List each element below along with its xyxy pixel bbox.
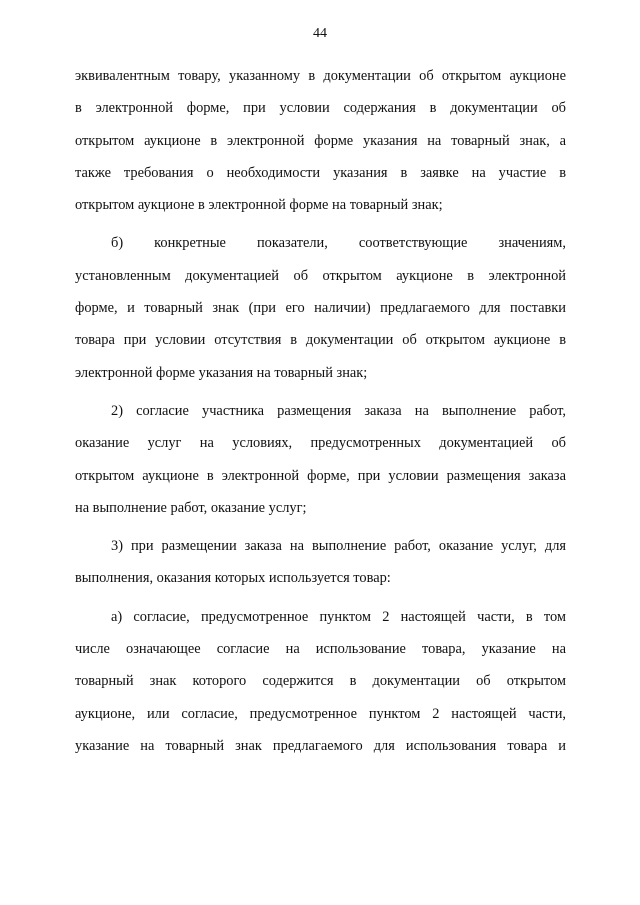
- text-line: товарный знак которого содержится в документации об открытом: [75, 673, 566, 690]
- text-line: товара при условии отсутствия в документации об открытом аукционе в: [75, 332, 566, 349]
- text-line: установленным документацией об открытом аукционе в электронной: [75, 267, 566, 284]
- text-line: открытом аукционе в электронной форме, при условии размещения заказа: [75, 467, 566, 484]
- text-line: в электронной форме, при условии содержания в документации об: [75, 100, 566, 117]
- text-line: электронной форме указания на товарный знак;: [75, 364, 368, 381]
- text-line: указание на товарный знак предлагаемого для использования товара и: [75, 737, 566, 754]
- text-line: открытом аукционе в электронной форме на товарный знак;: [75, 197, 443, 214]
- text-line: форме, и товарный знак (при его наличии) предлагаемого для поставки: [75, 300, 566, 317]
- text-line: а) согласие, предусмотренное пунктом 2 настоящей части, в том: [111, 608, 566, 625]
- text-line: аукционе, или согласие, предусмотренное пунктом 2 настоящей части,: [75, 705, 566, 722]
- page-number: 44: [313, 26, 327, 41]
- document-body: [75, 60, 566, 762]
- text-line: б) конкретные показатели, соответствующие значениям,: [111, 235, 566, 252]
- text-line: открытом аукционе в электронной форме указания на товарный знак, а: [75, 132, 566, 149]
- text-line: эквивалентным товару, указанному в документации об открытом аукционе: [75, 68, 566, 84]
- text-line: числе означающее согласие на использование товара, указание на: [75, 641, 566, 658]
- text-line: 3) при размещении заказа на выполнение работ, оказание услуг, для: [111, 538, 566, 555]
- text-line: оказание услуг на условиях, предусмотренных документацией об: [75, 435, 566, 452]
- text-line: 2) согласие участника размещения заказа на выполнение работ,: [111, 402, 566, 419]
- text-line: на выполнение работ, оказание услуг;: [75, 499, 307, 516]
- text-line: выполнения, оказания которых используется товар:: [75, 570, 391, 587]
- text-line: также требования о необходимости указания в заявке на участие в: [75, 164, 566, 181]
